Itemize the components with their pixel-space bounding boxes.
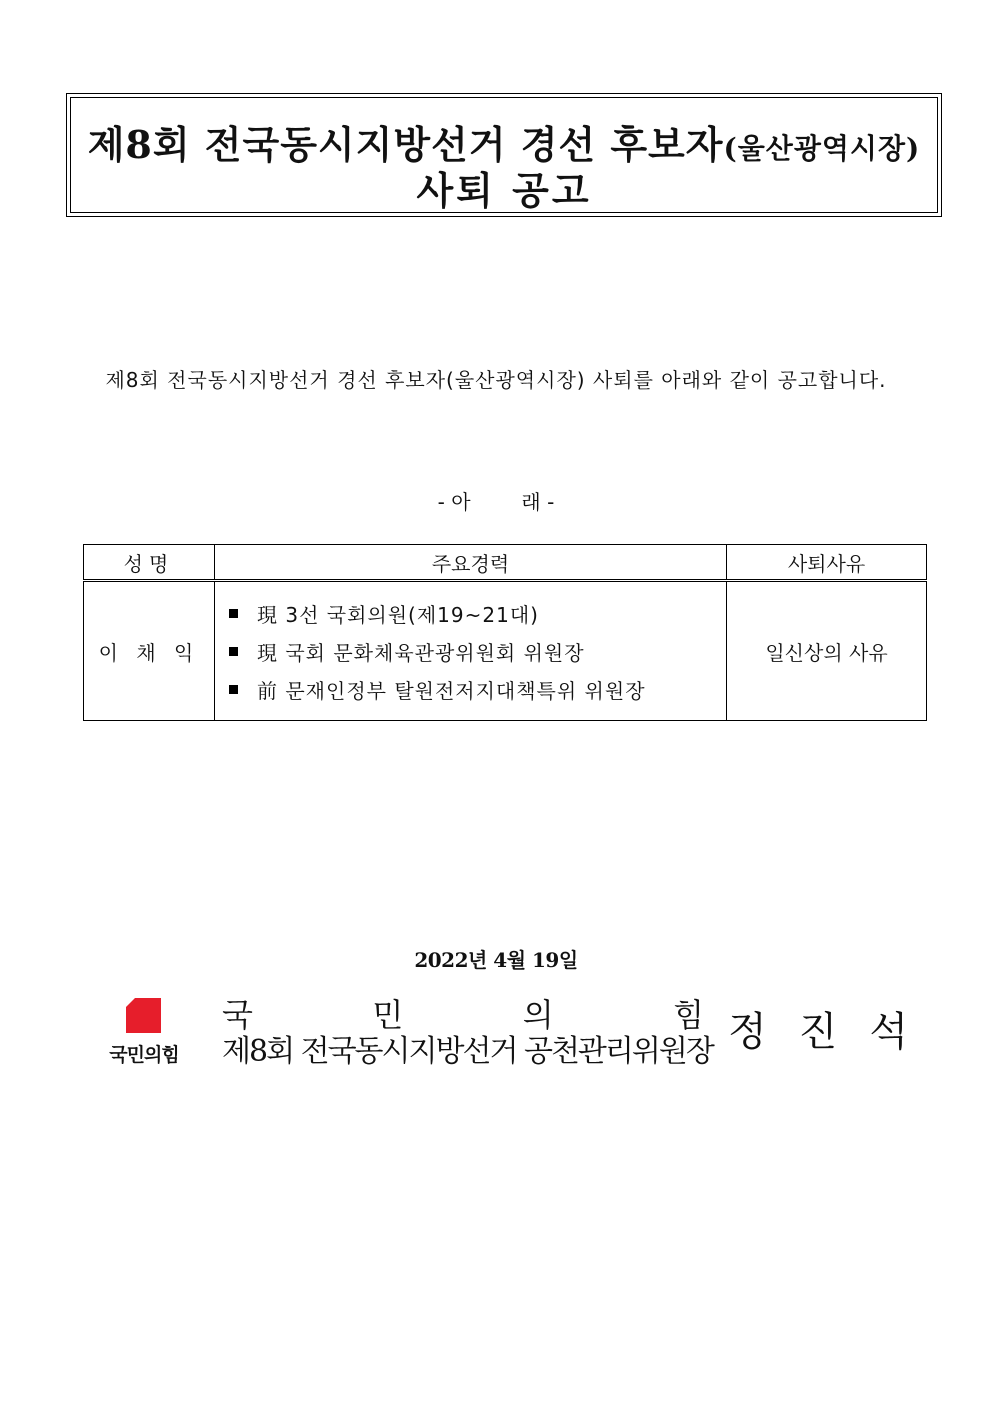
header-name: 성명 — [84, 545, 215, 581]
announcement-date: 2022년 4월 19일 — [414, 948, 578, 972]
square-bullet-icon — [229, 685, 238, 694]
committee-title: 제8회 전국동시지방선거 공천관리위원장 — [222, 1034, 713, 1069]
career-list — [215, 581, 727, 721]
career-text: 現 3선 국회의원(제19~21대) — [257, 602, 539, 627]
table-header-row — [84, 545, 927, 581]
title-box — [66, 93, 942, 217]
signer-char: 석 — [869, 1009, 908, 1055]
candidate-table — [83, 544, 927, 721]
signer-char: 정 — [728, 1009, 767, 1055]
party-logo — [98, 996, 190, 1070]
organization-char: 민 — [372, 996, 404, 1034]
signer-name — [728, 1008, 908, 1056]
table-row — [84, 581, 927, 721]
intro-text: 제8회 전국동시지방선거 경선 후보자(울산광역시장) 사퇴를 아래와 같이 공고합니다. — [105, 368, 887, 392]
resignation-reason: 일신상의 사유 — [727, 581, 927, 721]
career-text: 現 국회 문화체육관광위원회 위원장 — [257, 640, 585, 665]
organization-char: 의 — [522, 996, 554, 1034]
career-item — [215, 670, 726, 708]
square-bullet-icon — [229, 647, 238, 656]
party-logo-icon — [126, 998, 161, 1033]
signer-char: 진 — [798, 1009, 838, 1055]
candidate-name: 이 채 익 — [84, 581, 215, 721]
header-reason: 사퇴사유 — [727, 545, 927, 581]
title-box-inner-border — [70, 97, 938, 213]
organization-char: 국 — [222, 996, 253, 1034]
below-heading: - 아 래 - — [437, 490, 555, 514]
party-logo-text: 국민의힘 — [109, 1044, 179, 1066]
header-career: 주요경력 — [215, 545, 727, 581]
career-text: 前 문재인정부 탈원전저지대책특위 위원장 — [257, 678, 646, 703]
square-bullet-icon — [229, 609, 238, 618]
organization-char: 힘 — [673, 996, 704, 1034]
career-item — [215, 632, 726, 670]
career-item — [215, 594, 726, 632]
title-main: 제8회 전국동시지방선거 경선 후보자 — [87, 122, 724, 167]
organization-name — [222, 996, 704, 1034]
title-region: (울산광역시장) — [723, 132, 921, 165]
title-line-2: 사퇴 공고 — [416, 168, 592, 213]
